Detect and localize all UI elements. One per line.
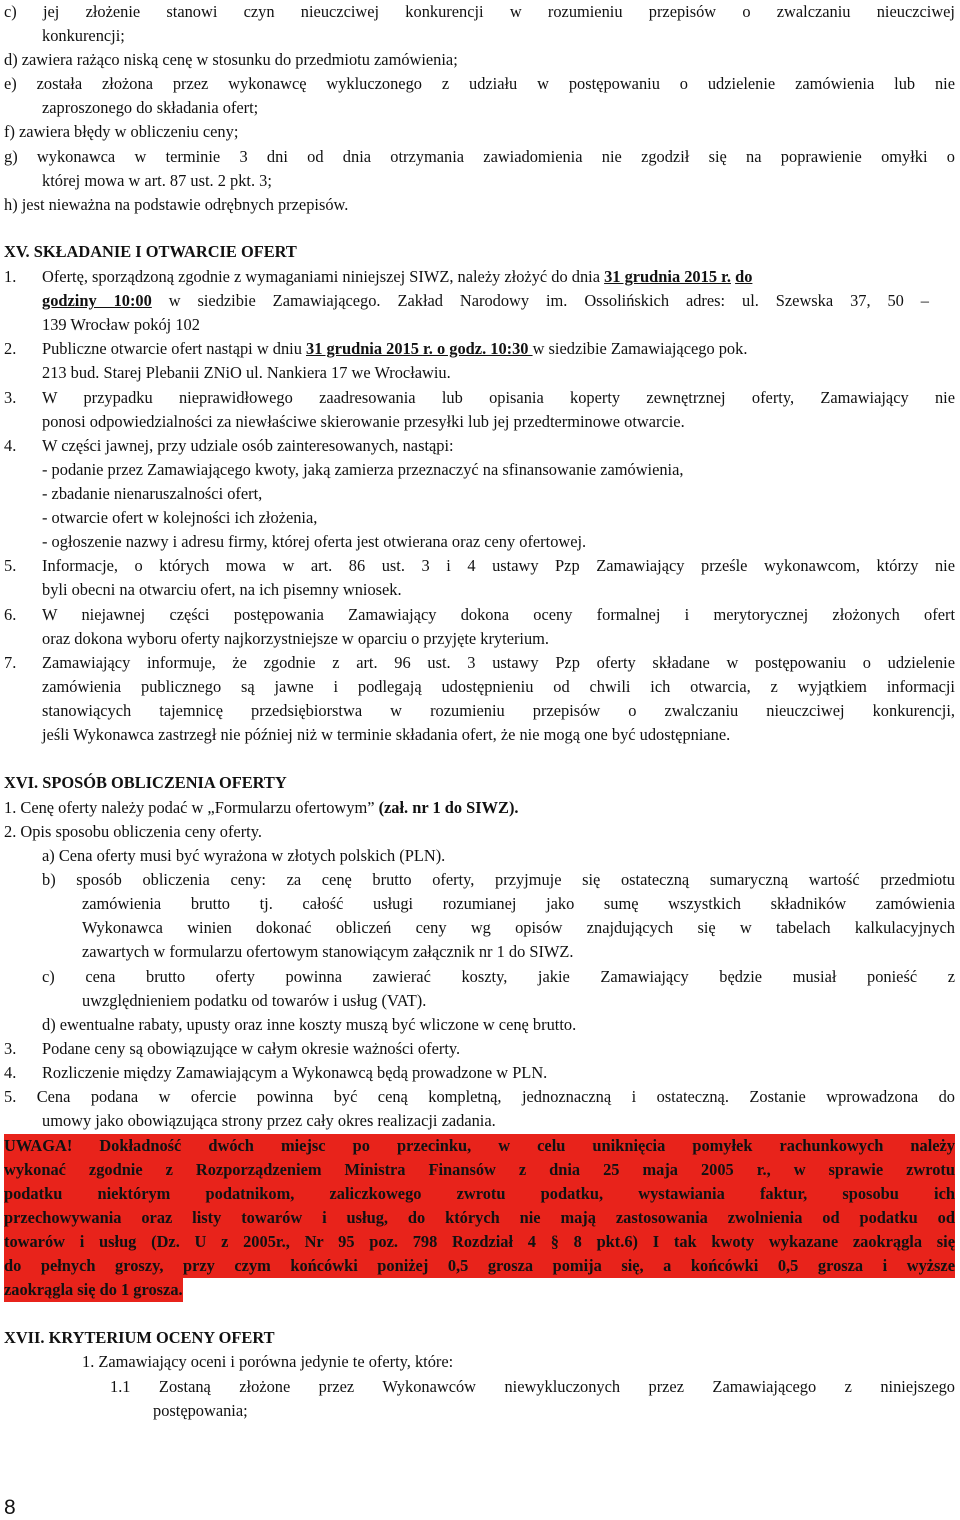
warning-line4: przechowywania oraz listy towarów i usług, do których nie mają zastosowania zwolnienia od podatku od (4, 1206, 955, 1230)
xvii-p11-line2: postępowania; (153, 1401, 248, 1420)
xv-p7-line2: zamówienia publicznego są jawne i podlegają udostępnieniu od chwili ich otwarcia, z wyjątkiem informacji (42, 677, 955, 696)
xv-p2-number: 2. (4, 339, 17, 358)
warning-line7: zaokrągla się do 1 grosza. (4, 1278, 183, 1302)
xvi-item-b-line2: zamówienia brutto tj. całość usługi rozumianej jako sumę wszystkich składników zamówienia (82, 894, 955, 913)
warning-line2: wykonać zgodnie z Rozporządzeniem Ministra Finansów z dnia 25 maja 2005 r., w sprawie zwrotu (4, 1158, 955, 1182)
warning-line5: towarów i usług (Dz. U z 2005r., Nr 95 poz. 798 Rozdział 4 § 8 pkt.6) I tak kwoty wykazane zaokrągla się (4, 1230, 955, 1254)
xv-p1-line1 (42, 265, 956, 289)
xv-p4-bullet4: - ogłoszenie nazwy i adresu firmy, której oferta jest otwierana oraz ceny ofertowej. (42, 532, 587, 551)
xv-p6-number: 6. (4, 605, 17, 624)
section-xvii-heading: XVII. KRYTERIUM OCENY OFERT (4, 1328, 275, 1347)
xv-p1-number: 1. (4, 267, 17, 286)
xvi-p1 (4, 796, 519, 820)
xv-p7-line4: jeśli Wykonawca zastrzegł nie później niż w terminie składania ofert, że nie mogą one być udostępniane. (42, 725, 731, 744)
xv-p2-place: w siedzibie Zamawiającego pok. (532, 339, 748, 358)
xv-p1-do: do (735, 267, 753, 286)
xvi-p4: Rozliczenie między Zamawiającym a Wykonawcą będą prowadzone w PLN. (42, 1063, 548, 1082)
xvi-p5-line1: 5. Cena podana w ofercie powinna być ceną kompletną, jednoznaczną i ostateczną. Zostanie wprowadzona do (4, 1087, 955, 1106)
warning-line6: do pełnych groszy, przy czym końcówki poniżej 0,5 grosza pomija się, a końcówki 0,5 grosza i wyższe (4, 1254, 955, 1278)
xvi-p1-text: 1. Cenę oferty należy podać w „Formularzu ofertowym” (4, 798, 379, 817)
xv-p4-line1: W części jawnej, przy udziale osób zainteresowanych, nastąpi: (42, 436, 454, 455)
xv-p6-line1: W niejawnej części postępowania Zamawiający dokona oceny formalnej i merytorycznej złożonych ofert (42, 605, 955, 624)
xv-p7-line3: stanowiących tajemnicę przedsiębiorstwa w rozumieniu przepisów o zwalczaniu nieuczciwej konkurencji, (42, 701, 955, 720)
xvi-item-d: d) ewentualne rabaty, upusty oraz inne koszty muszą być wliczone w cenę brutto. (42, 1015, 577, 1034)
xv-p4-bullet2: - zbadanie nienaruszalności ofert, (42, 484, 263, 503)
list-item-d: d) zawiera rażąco niską cenę w stosunku do przedmiotu zamówienia; (4, 50, 458, 69)
xv-p1-line3: 139 Wrocław pokój 102 (42, 315, 200, 334)
xv-p4-number: 4. (4, 436, 17, 455)
xv-p2-date: 31 grudnia 2015 r. o godz. 10:30 (306, 339, 533, 358)
xv-p1-place: w siedzibie Zamawiającego. Zakład Narodowy im. Ossolińskich adres: ul. Szewska 37, 50 – (151, 291, 929, 310)
section-xv-heading: XV. SKŁADANIE I OTWARCIE OFERT (4, 242, 297, 261)
xvi-item-a: a) Cena oferty musi być wyrażona w złotych polskich (PLN). (42, 846, 446, 865)
xvi-p2: 2. Opis sposobu obliczenia ceny oferty. (4, 822, 262, 841)
xv-p1-line2 (42, 289, 929, 313)
list-item-g-line1: g) wykonawca w terminie 3 dni od dnia otrzymania zawiadomienia nie zgodził się na poprawienie omyłki o (4, 147, 955, 166)
list-item-e-line1: e) została złożona przez wykonawcę wykluczonego z udziału w postępowaniu o udzielenie zamówienia lub nie (4, 74, 955, 93)
xvi-p5-line2: umowy jako obowiązująca strony przez cały okres realizacji zadania. (42, 1111, 496, 1130)
xv-p6-line2: oraz dokona wyboru oferty najkorzystniejsze w oparciu o przyjęte kryterium. (42, 629, 550, 648)
xv-p4-bullet3: - otwarcie ofert w kolejności ich złożenia, (42, 508, 318, 527)
xv-p5-line1: Informacje, o których mowa w art. 86 ust. 3 i 4 ustawy Pzp Zamawiający prześle wykonawcom, którzy nie (42, 556, 955, 575)
list-item-c-line1: c) jej złożenie stanowi czyn nieuczciwej konkurencji w rozumieniu przepisów o zwalczaniu nieuczciwej (4, 2, 955, 21)
xv-p7-number: 7. (4, 653, 17, 672)
xv-p3-number: 3. (4, 388, 17, 407)
xv-p5-line2: byli obecni na otwarciu ofert, na ich pisemny wniosek. (42, 580, 402, 599)
xvii-p11-line1: 1.1 Zostaną złożone przez Wykonawców niewykluczonych przez Zamawiającego z niniejszego (110, 1377, 955, 1396)
xvi-p4-number: 4. (4, 1063, 17, 1082)
xvii-p1: 1. Zamawiający oceni i porówna jedynie te oferty, które: (82, 1352, 454, 1371)
section-xvi-heading: XVI. SPOSÓB OBLICZENIA OFERTY (4, 773, 287, 792)
page-number: 8 (4, 1496, 16, 1519)
xvi-p3: Podane ceny są obowiązujące w całym okresie ważności oferty. (42, 1039, 461, 1058)
xv-p2-text: Publiczne otwarcie ofert nastąpi w dniu (42, 339, 306, 358)
xv-p1-date: 31 grudnia 2015 r. (604, 267, 731, 286)
list-item-e-line2: zaproszonego do składania ofert; (42, 98, 259, 117)
xvi-p1-attachment: (zał. nr 1 do SIWZ). (378, 798, 519, 817)
xv-p7-line1: Zamawiający informuje, że zgodnie z art. 96 ust. 3 ustawy Pzp oferty składane w postępowaniu o udzielenie (42, 653, 955, 672)
list-item-c-line2: konkurencji; (42, 26, 125, 45)
xv-p5-number: 5. (4, 556, 17, 575)
xvi-item-c-line1: c) cena brutto oferty powinna zawierać koszty, jakie Zamawiający będzie musiał ponieść z (42, 967, 955, 986)
warning-line1: UWAGA! Dokładność dwóch miejsc po przecinku, w celu uniknięcia pomyłek rachunkowych należy (4, 1134, 955, 1158)
xvi-item-b-line1: b) sposób obliczenia ceny: za cenę brutto oferty, przyjmuje się ostateczną sumaryczną wartość przedmiotu (42, 870, 955, 889)
xvi-item-b-line3: Wykonawca winien dokonać obliczeń ceny wg opisów znajdujących się w tabelach kalkulacyjnych (82, 918, 955, 937)
xvi-item-b-line4: zawartych w formularzu ofertowym stanowiącym załącznik nr 1 do SIWZ. (82, 942, 574, 961)
xvi-p3-number: 3. (4, 1039, 17, 1058)
xv-p1-hour: godziny 10:00 (42, 291, 152, 310)
list-item-f: f) zawiera błędy w obliczeniu ceny; (4, 122, 239, 141)
xv-p1-text: Ofertę, sporządzoną zgodnie z wymaganiami niniejszej SIWZ, należy złożyć do dnia (42, 267, 605, 286)
list-item-h: h) jest nieważna na podstawie odrębnych przepisów. (4, 195, 349, 214)
list-item-g-line2: której mowa w art. 87 ust. 2 pkt. 3; (42, 171, 272, 190)
xv-p3-line2: ponosi odpowiedzialności za niewłaściwe skierowanie przesyłki lub jej przedterminowe otwarcie. (42, 412, 685, 431)
xv-p2-line1 (42, 337, 747, 361)
xvi-item-c-line2: uwzględnieniem podatku od towarów i usług (VAT). (82, 991, 427, 1010)
xv-p2-line2: 213 bud. Starej Plebanii ZNiO ul. Nankiera 17 we Wrocławiu. (42, 363, 451, 382)
xv-p4-bullet1: - podanie przez Zamawiającego kwoty, jaką zamierza przeznaczyć na sfinansowanie zamówienia, (42, 460, 684, 479)
xv-p3-line1: W przypadku nieprawidłowego zaadresowania lub opisania koperty zewnętrznej oferty, Zamawiający nie (42, 388, 955, 407)
warning-line3: podatku niektórym podatnikom, zaliczkowego zwrotu podatku, wystawiania faktur, sposobu ich (4, 1182, 955, 1206)
